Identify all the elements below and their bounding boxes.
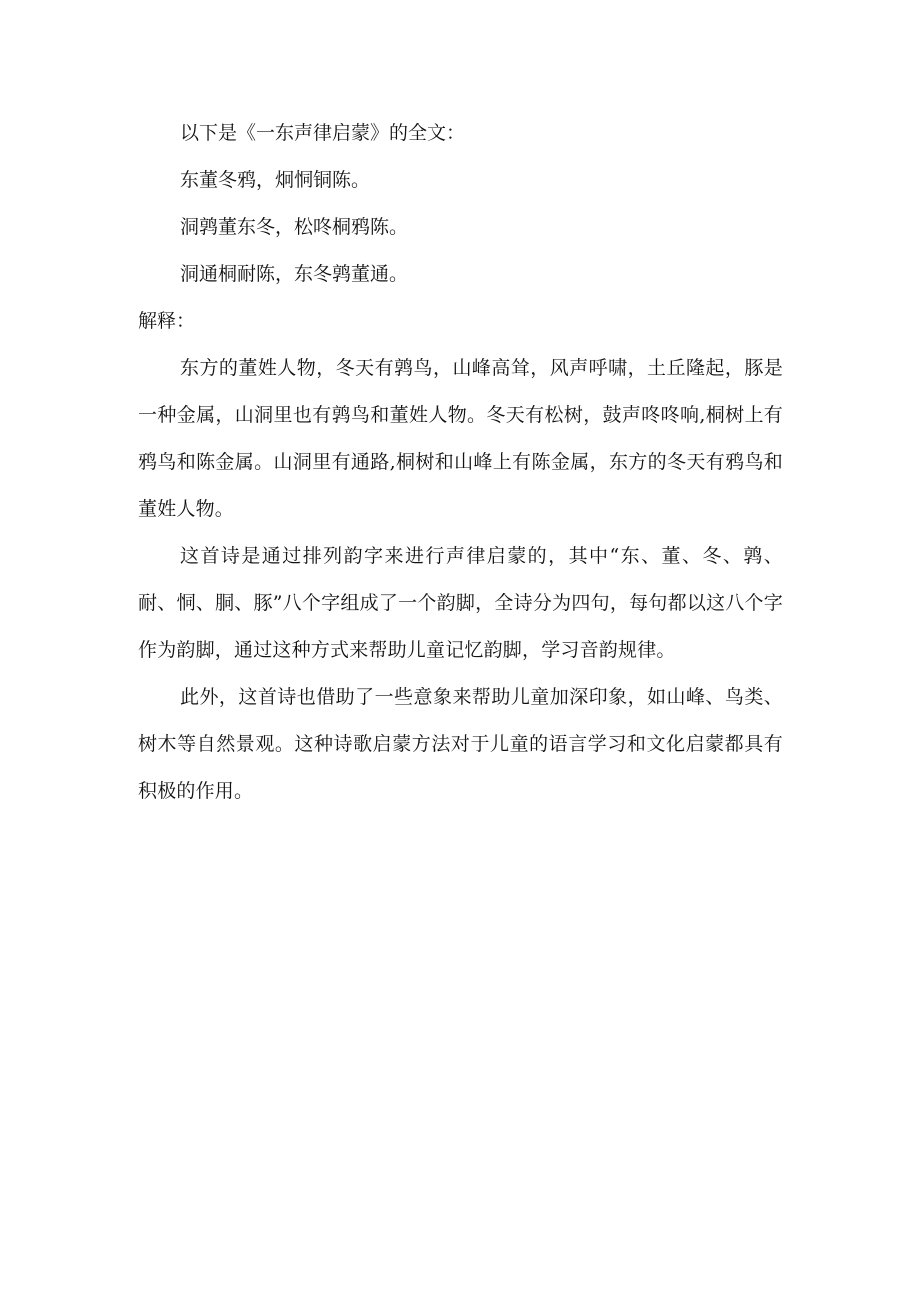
poem-line-3: 洞通桐耐陈，东冬鹑董通。 (180, 263, 409, 285)
poem-line-1: 东董冬鸦，炯恫铜陈。 (180, 169, 371, 191)
imagery-paragraph: 此外，这首诗也借助了一些意象来帮助儿童加深印象，如山峰、鸟类、树木等自然景观。这种诗歌启蒙方法对于儿童的语言学习和文化启蒙都具有积极的作用。 (138, 686, 783, 802)
poem-line-2: 洞鹑董东冬，松咚桐鸦陈。 (180, 216, 409, 238)
explanation-paragraph: 东方的董姓人物，冬天有鹑鸟，山峰高耸，风声呼啸，土丘隆起，豚是一种金属，山洞里也有鹑鸟和董姓人物。冬天有松树，鼓声咚咚响,桐树上有鸦鸟和陈金属。山洞里有通路,桐树和山峰上有陈金属，东方的冬天有鸦鸟和董姓人物。 (138, 357, 783, 520)
rhyme-paragraph: 这首诗是通过排列韵字来进行声律启蒙的，其中“东、董、冬、鹑、耐、恫、胴、豚”八个字组成了一个韵脚，全诗分为四句，每句都以这八个字作为韵脚，通过这种方式来帮助儿童记忆韵脚，学习音韵规律。 (138, 545, 783, 661)
intro-line: 以下是《一东声律启蒙》的全文： (180, 122, 466, 144)
document-body (138, 110, 783, 815)
explanation-heading: 解释： (138, 310, 196, 332)
